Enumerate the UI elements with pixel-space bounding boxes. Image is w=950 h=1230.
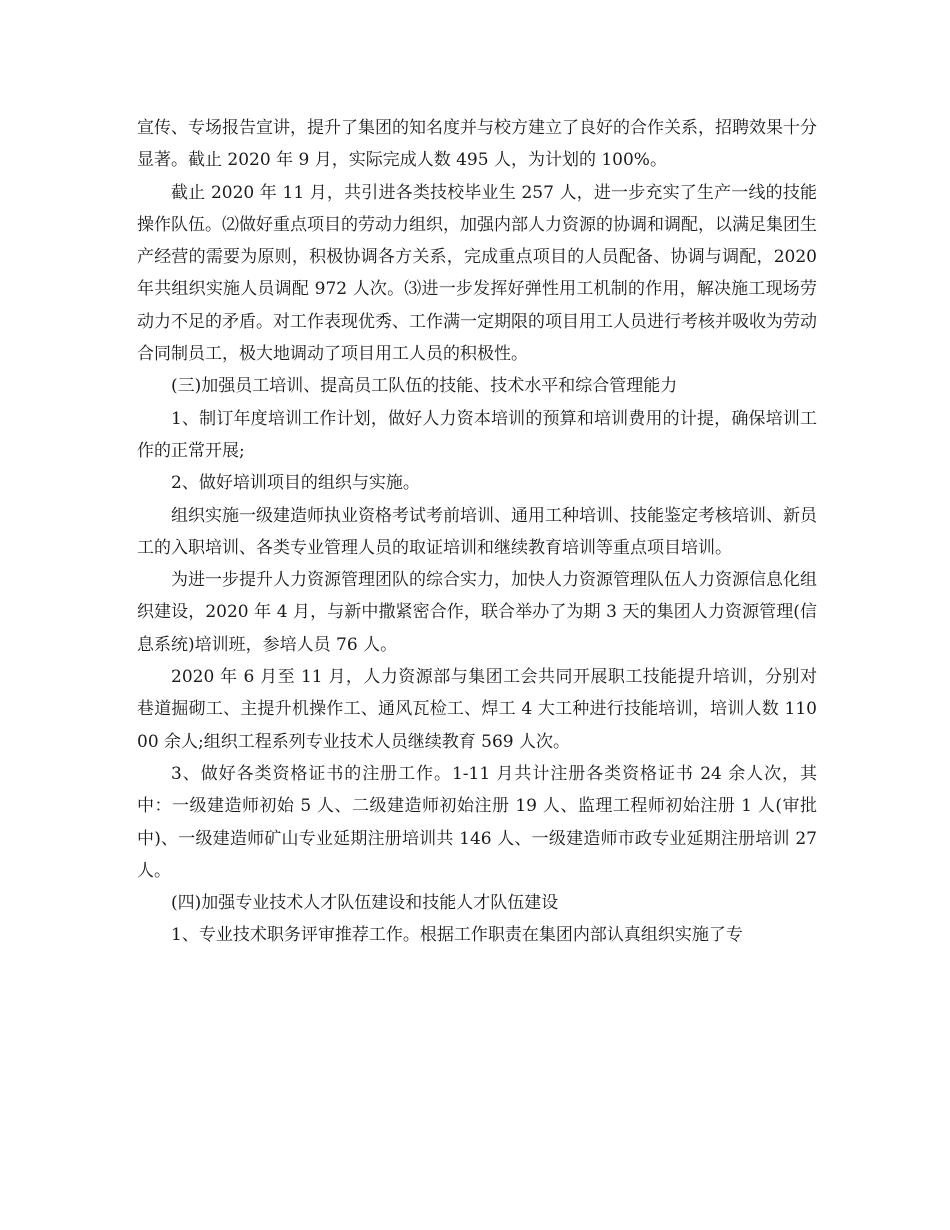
paragraph-labor-organization: 截止 2020 年 11 月，共引进各类技校毕业生 257 人，进一步充实了生产一线的技能操作队伍。⑵做好重点项目的劳动力组织，加强内部人力资源的协调和调配，以满足集团生产经营的需要为原则，积极协调各方关系，完成重点项目的人员配备、协调与调配，2020 年共组织实施人员调配 972 人次。⑶进一步发挥好弹性用工机制的作用，解决施工现场劳动力不足的矛盾。对工作表现优秀、工作满一定期限的项目用工人员进行考核并吸收为劳动合同制员工，极大地调动了项目用工人员的积极性。 <box>137 182 817 365</box>
document-body <box>137 112 817 952</box>
paragraph-training-programs: 组织实施一级建造师执业资格考试考前培训、通用工种培训、技能鉴定考核培训、新员工的入职培训、各类专业管理人员的取证培训和继续教育培训等重点项目培训。 <box>137 505 817 558</box>
paragraph-hr-team-training: 为进一步提升人力资源管理团队的综合实力，加快人力资源管理队伍人力资源信息化组织建设，2020 年 4 月，与新中撒紧密合作，联合举办了为期 3 天的集团人力资源管理(信息系统)培训班，参培人员 76 人。 <box>137 570 817 655</box>
section-heading-training: (三)加强员工培训、提高员工队伍的技能、技术水平和综合管理能力 <box>171 376 678 397</box>
paragraph-title-review: 1、专业技术职务评审推荐工作。根据工作职责在集团内部认真组织实施了专 <box>171 925 743 946</box>
section-heading-talent-team: (四)加强专业技术人才队伍建设和技能人才队伍建设 <box>171 893 559 914</box>
paragraph-skill-upgrade-training: 2020 年 6 月至 11 月，人力资源部与集团工会共同开展职工技能提升培训，分别对巷道掘砌工、主提升机操作工、通风瓦检工、焊工 4 大工种进行技能培训，培训人数 11000 余人;组织工程系列专业技术人员继续教育 569 人次。 <box>137 667 817 752</box>
paragraph-training-implementation: 2、做好培训项目的组织与实施。 <box>171 473 420 494</box>
paragraph-certificate-registration: 3、做好各类资格证书的注册工作。1-11 月共计注册各类资格证书 24 余人次，其中：一级建造师初始 5 人、二级建造师初始注册 19 人、监理工程师初始注册 1 人(审批中)、一级建造师矿山专业延期注册培训共 146 人、一级建造师市政专业延期注册培训 27 人。 <box>137 763 817 881</box>
paragraph-recruitment-result: 宣传、专场报告宣讲，提升了集团的知名度并与校方建立了良好的合作关系，招聘效果十分显著。截止 2020 年 9 月，实际完成人数 495 人，为计划的 100%。 <box>137 118 817 171</box>
paragraph-training-plan: 1、制订年度培训工作计划，做好人力资本培训的预算和培训费用的计提，确保培训工作的正常开展; <box>137 408 817 461</box>
